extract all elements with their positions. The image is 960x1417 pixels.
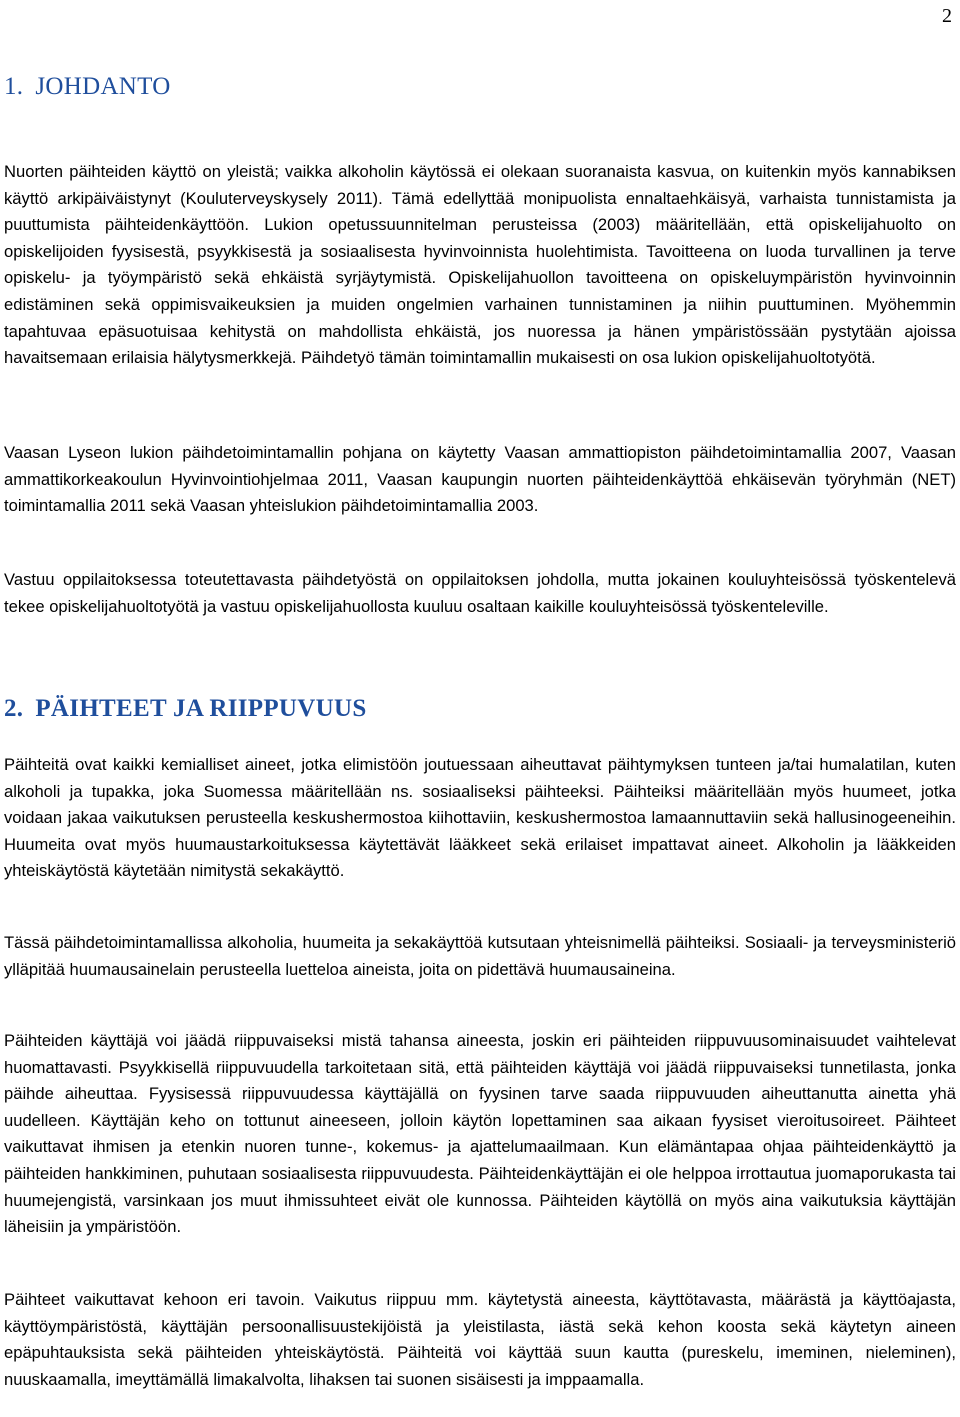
section-title: PÄIHTEET JA RIIPPUVUUS (35, 695, 367, 722)
intro-paragraph-3: Vastuu oppilaitoksessa toteutettavasta päihdetyöstä on oppilaitoksen johdolla, mutta jokainen kouluyhteisössä työskentelevä tekee opiskelijahuoltotyötä ja vastuu opiskelijahuollosta kuuluu osaltaan kaikille kouluyhteisössä työskenteleville. (4, 570, 956, 616)
page-number: 2 (942, 5, 952, 27)
substances-paragraph-3: Päihteiden käyttäjä voi jäädä riippuvaiseksi mistä tahansa aineesta, joskin eri päihteiden riippuvuusominaisuudet vaihtelevat huomattavasti. Psyykkisellä riippuvuudella tarkoitetaan sitä, että päihteiden käyttäjä voi jäädä riippuvaiseksi tunnetilasta, jonka päihde aiheuttaa. Fyysisessä riippuvuudessa käyttäjällä on fyysinen tarve saada riippuvuuden aiheuttanutta ainetta yhä uudelleen. Käyttäjän keho on tottunut aineeseen, jolloin käytön lopettaminen saa aikaan fyysiset vieroitusoireet. Päihteet vaikuttavat ihmisen ja etenkin nuoren tunne-, kokemus- ja ajattelumaailmaan. Kun elämäntapaa ohjaa päihteidenkäyttö ja päihteiden hankkiminen, puhutaan sosiaalisesta riippuvuudesta. Päihteidenkäyttäjän ei ole helppoa irrottautua juomaporukasta tai huumejengistä, varsinkaan jos muut ihmissuhteet eivät ole kunnossa. Päihteiden käytöllä on myös aina vaikutuksia käyttäjän läheisiin ja ympäristöön. (4, 1031, 956, 1237)
substances-paragraph-2: Tässä päihdetoimintamallissa alkoholia, huumeita ja sekakäyttöä kutsutaan yhteisnimellä päihteiksi. Sosiaali- ja terveysministeriö ylläpitää huumausainelain perusteella luetteloa aineista, joita on pidettävä huumausaineina. (4, 933, 956, 979)
section-heading-johdanto (4, 72, 171, 102)
substances-paragraph-1: Päihteitä ovat kaikki kemialliset aineet, jotka elimistöön joutuessaan aiheuttavat päihtymyksen tunteen ja/tai humalatilan, kuten alkoholi ja tupakka, joka Suomessa määritellään ns. sosiaaliseksi päihteeksi. Päihteiksi määritellään myös huumeet, jotka voidaan jakaa vaikutuksen perusteella keskushermostoa kiihottaviin, keskushermostoa lamaannuttaviin sekä hallusinogeeneihin. Huumeita ovat myös huumaustarkoituksessa käytettävät lääkkeet sekä erilaiset impattavat aineet. Alkoholin ja lääkkeiden yhteiskäytöstä käytetään nimitystä sekakäyttö. (4, 755, 956, 881)
intro-paragraph-1 (4, 159, 956, 372)
section-heading-paihteet (4, 694, 367, 724)
intro-paragraph-1-part-b: Lukion opetussuunnitelman perusteissa (2003) määritellään, että opiskelijahuolto on opiskelijoiden fyysisestä, psyykkisestä ja sosiaalisesta hyvinvoinnista huolehtimista. Tavoitteena on luoda turvallinen ja terve opiskelu- ja työympäristö sekä ehkäistä syrjäytymistä. Opiskelijahuollon tavoitteena on opiskeluympäristön hyvinvoinnin edistäminen sekä oppimisvaikeuksien ja muiden ongelmien varhainen tunnistaminen ja niihin puuttuminen. Myöhemmin tapahtuvaa epäsuotuisaa kehitystä on mahdollista ehkäistä, jos nuoressa ja hänen ympäristössään pystytään ajoissa havaitsemaan erilaisia hälytysmerkkejä. Päihdetyö tämän toimintamallin mukaisesti on osa lukion opiskelijahuoltotyötä. (4, 215, 956, 368)
intro-paragraph-1-part-a: Nuorten päihteiden käyttö on yleistä; vaikka alkoholin käytössä ei olekaan suoranaista kasvua, on kuitenkin myös kannabiksen käyttö arkipäiväistynyt (Kouluterveyskysely 2011). Tämä edellyttää monipuolista ennaltaehkäisyä, varhaista tunnistamista ja puuttumista päihteidenkäyttöön. (4, 162, 956, 235)
section-title: JOHDANTO (35, 73, 171, 100)
section-number: 2. (4, 695, 24, 722)
intro-paragraph-2: Vaasan Lyseon lukion päihdetoimintamallin pohjana on käytetty Vaasan ammattiopiston päihdetoimintamallia 2007, Vaasan ammattikorkeakoulun Hyvinvointiohjelmaa 2011, Vaasan kaupungin nuorten päihteidenkäyttöä ehkäisevän työryhmän (NET) toimintamallia 2011 sekä Vaasan yhteislukion päihdetoimintamallia 2003. (4, 443, 956, 516)
section-number: 1. (4, 73, 24, 100)
substances-paragraph-4: Päihteet vaikuttavat kehoon eri tavoin. Vaikutus riippuu mm. käytetystä aineesta, käyttötavasta, määrästä ja käyttöajasta, käyttöympäristöstä, käyttäjän persoonallisuustekijöistä ja yleistilasta, iästä sekä kehon koosta sekä käytetyn aineen epäpuhtauksista sekä päihteiden yhteiskäytöstä. Päihteitä voi käyttää suun kautta (pureskelu, imeminen, nieleminen), nuuskaamalla, imeyttämällä limakalvolta, lihaksen tai suonen sisäisesti ja imppaamalla. (4, 1290, 956, 1389)
